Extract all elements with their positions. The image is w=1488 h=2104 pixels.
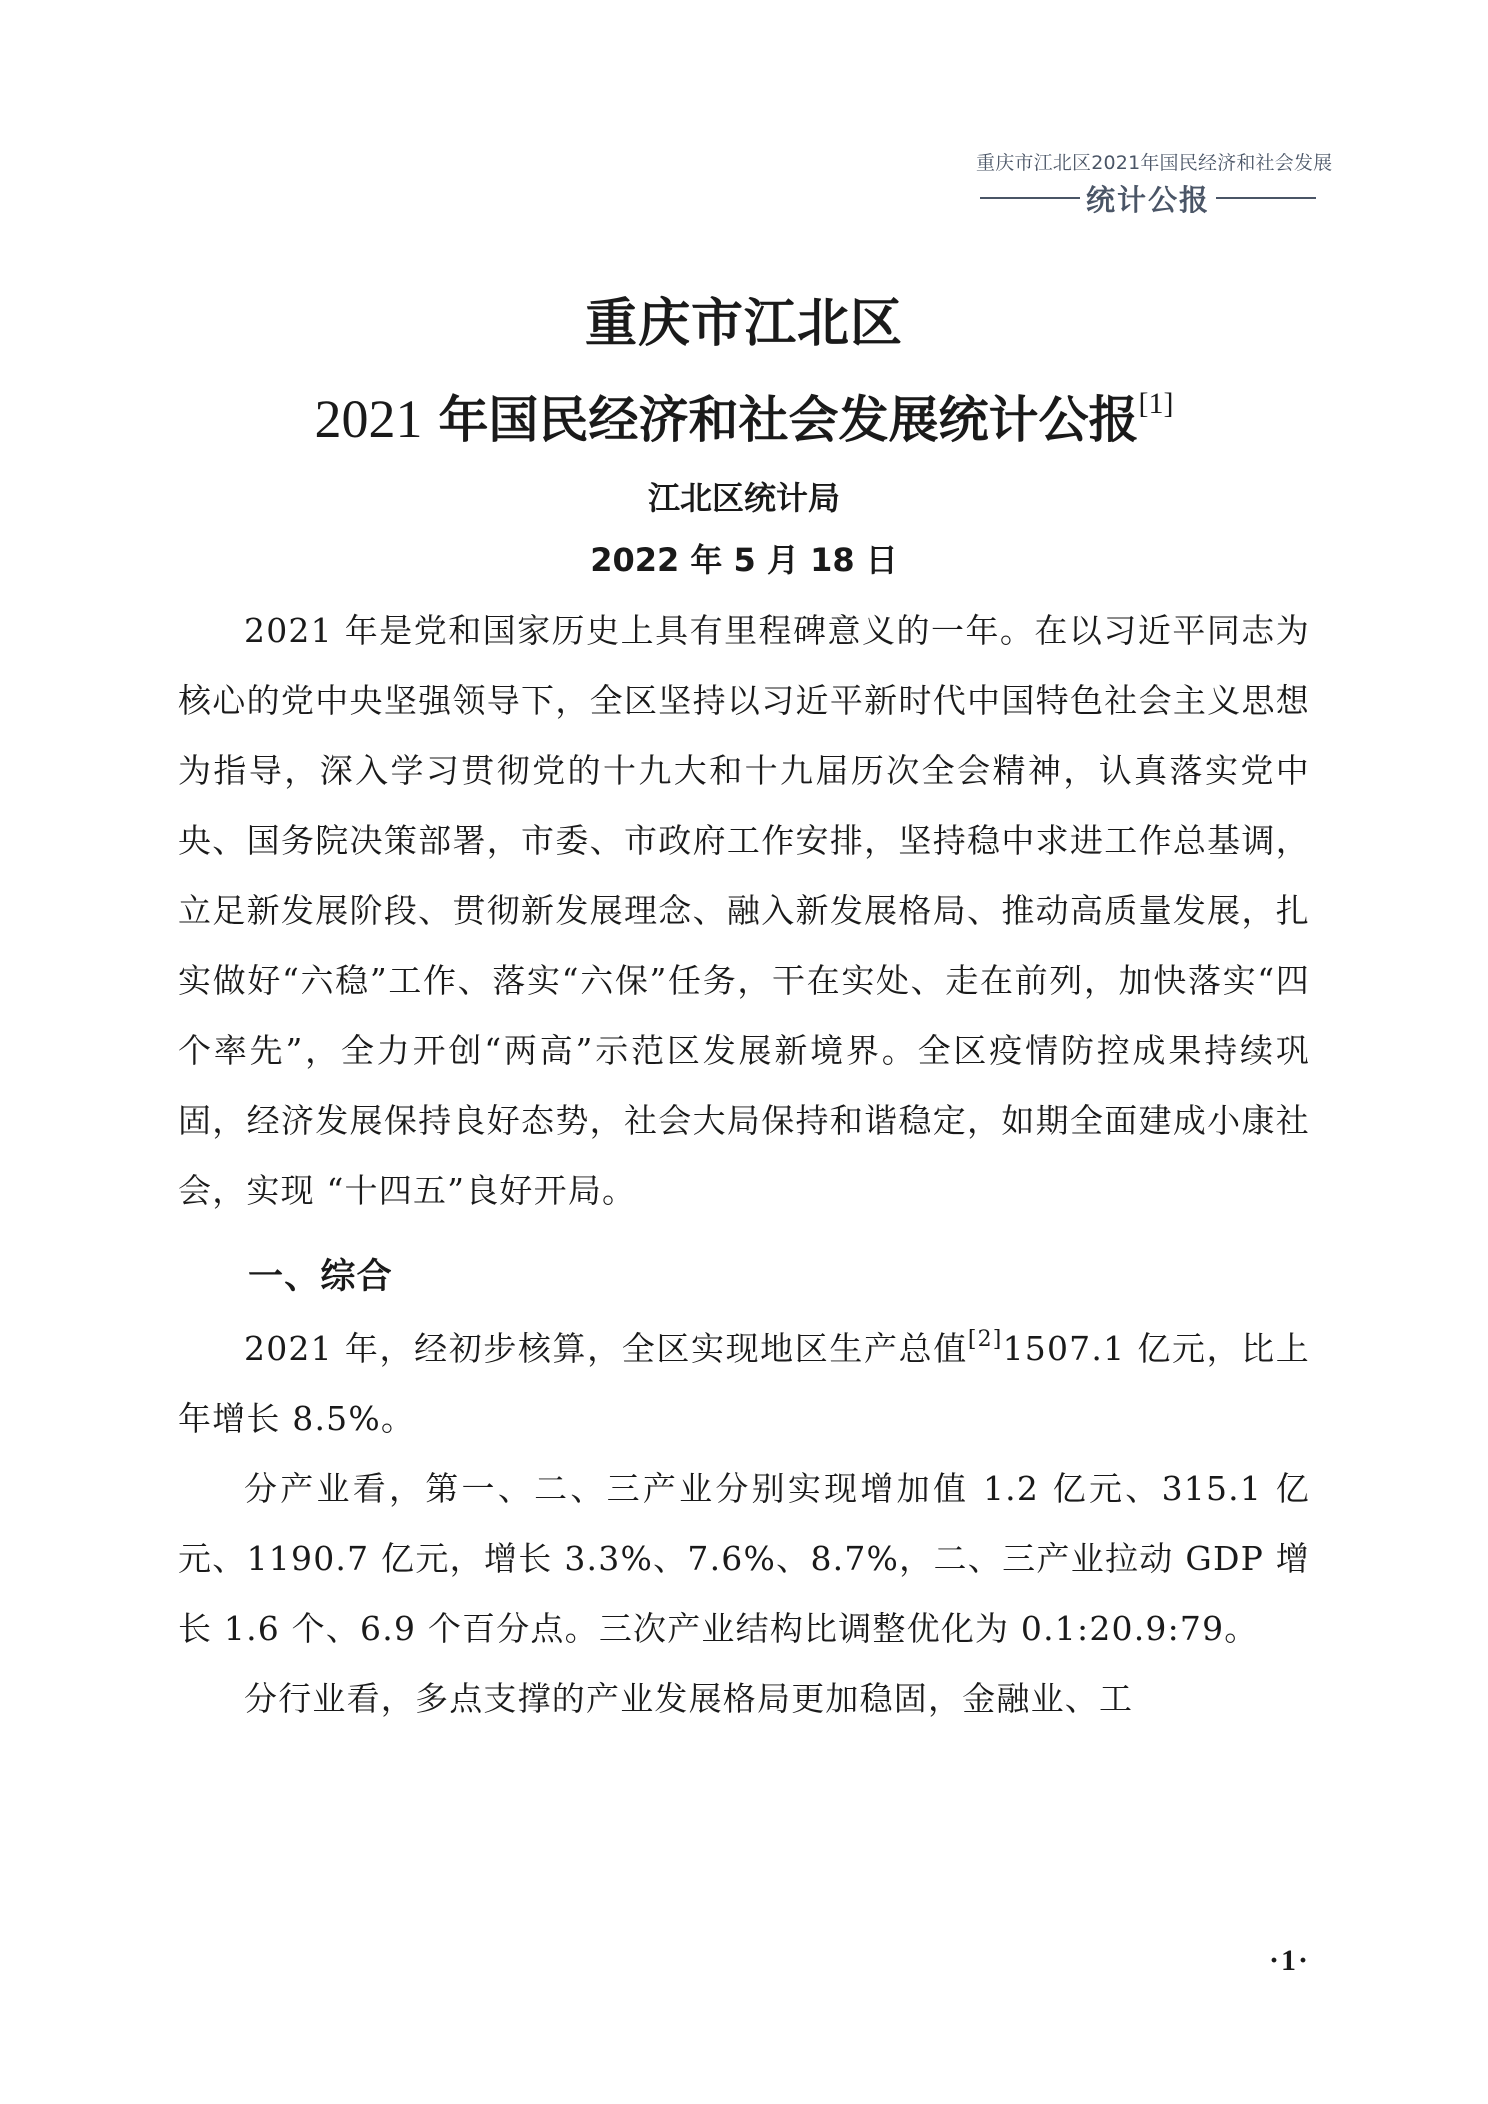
gdp-text-after: 1507.1 亿元，比上年增长 8.5%。 xyxy=(178,1329,1310,1438)
header-rule-left xyxy=(980,197,1080,199)
title-year: 2021 xyxy=(314,389,423,449)
gdp-footnote-mark: [2] xyxy=(967,1327,1003,1352)
running-header-title: 重庆市江北区2021年国民经济和社会发展 xyxy=(976,152,1333,174)
title-block xyxy=(0,288,1488,584)
running-header xyxy=(976,150,1333,217)
gdp-text-before: 2021 年，经初步核算，全区实现地区生产总值 xyxy=(244,1329,968,1368)
section-heading-comprehensive: 一、综合 xyxy=(248,1257,393,1297)
gdp-paragraph xyxy=(178,1314,1310,1454)
document-author: 江北区统计局 xyxy=(647,479,840,517)
document-date: 2022 年 5 月 18 日 xyxy=(590,541,898,579)
document-body xyxy=(178,596,1310,1734)
running-header-label: 统计公报 xyxy=(1085,182,1210,217)
industry-paragraph: 分产业看，第一、二、三产业分别实现增加值 1.2 亿元、315.1 亿元、1190.7 亿元，增长 3.3%、7.6%、8.7%，二、三产业拉动 GDP 增长 1.6 个、6.9 个百分点。三次产业结构比调整优化为 0.1:20.9:79。 xyxy=(178,1469,1310,1648)
running-header-label-row xyxy=(976,180,1316,216)
title-text: 年国民经济和社会发展统计公报 xyxy=(438,391,1139,449)
intro-paragraph: 2021 年是党和国家历史上具有里程碑意义的一年。在以习近平同志为核心的党中央坚强领导下，全区坚持以习近平新时代中国特色社会主义思想为指导，深入学习贯彻党的十九大和十九届历次全会精神，认真落实党中央、国务院决策部署，市委、市政府工作安排，坚持稳中求进工作总基调，立足新发展阶段、贯彻新发展理念、融入新发展格局、推动高质量发展，扎实做好“六稳”工作、落实“六保”任务，干在实处、走在前列，加快落实“四个率先”，全力开创“两高”示范区发展新境界。全区疫情防控成果持续巩固，经济发展保持良好态势，社会大局保持和谐稳定，如期全面建成小康社会，实现 “十四五”良好开局。 xyxy=(178,611,1310,1210)
page-number: ·1· xyxy=(1268,1944,1310,1977)
sector-paragraph: 分行业看，多点支撑的产业发展格局更加稳固，金融业、工 xyxy=(244,1679,1134,1718)
title-footnote-mark: [1] xyxy=(1138,387,1174,420)
document-title-line2 xyxy=(0,364,1488,460)
header-rule-right xyxy=(1216,197,1316,199)
document-title-line1: 重庆市江北区 xyxy=(584,294,903,354)
